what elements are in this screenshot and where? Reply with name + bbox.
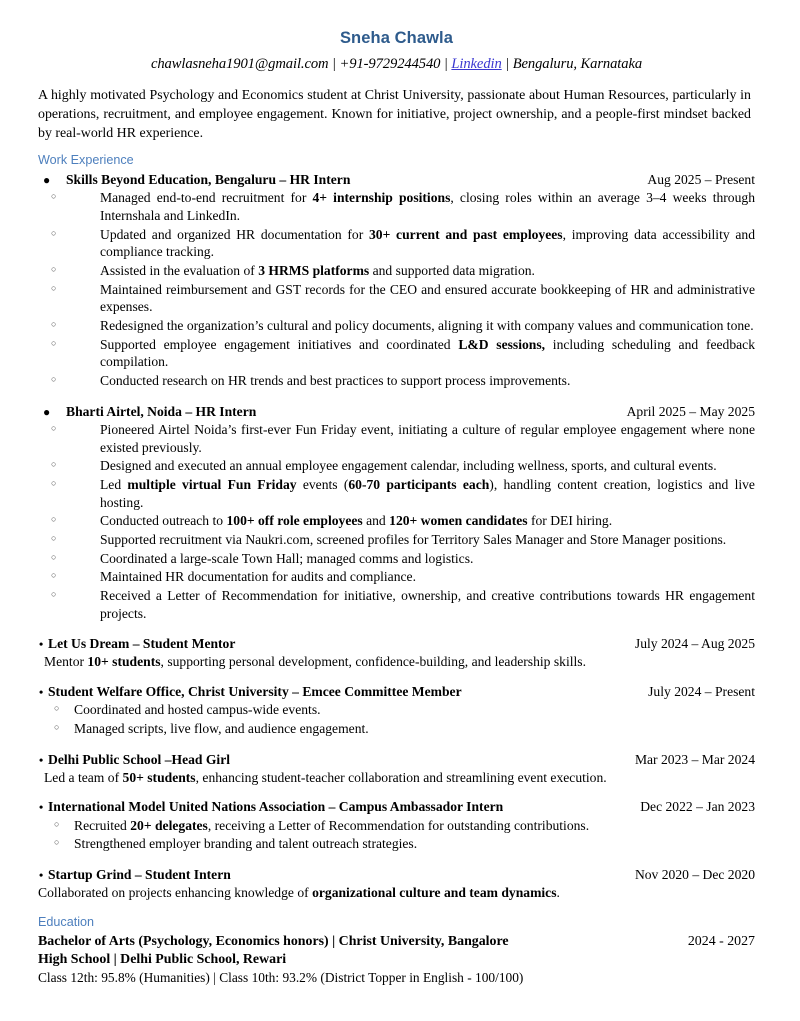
body-text: Assisted in the evaluation of — [100, 263, 259, 279]
bullet-icon: • — [39, 752, 44, 767]
entry-title: Delhi Public School –Head Girl — [48, 751, 231, 767]
entry-header — [38, 171, 755, 188]
email-text: chawlasneha1901@gmail.com — [150, 55, 329, 72]
linkedin-link[interactable]: Linkedin — [451, 55, 502, 72]
education-high-school: High School | Delhi Public School, Rewari — [38, 952, 287, 968]
body-text: Maintained HR documentation for audits and compliance. — [100, 569, 416, 585]
section-heading-work-experience: Work Experience — [38, 153, 134, 168]
entry-bullet-list — [38, 421, 755, 622]
bullet-item — [38, 317, 755, 335]
contact-separator-1: | — [328, 55, 340, 72]
bullet-item — [38, 457, 755, 475]
body-text: Received a Letter of Recommendation for initiative, ownership, and creative contributions towards HR engagement projects. — [100, 588, 755, 621]
body-text: , enhancing student-teacher collaboration and streamlining event execution. — [195, 769, 607, 785]
entry-date: April 2025 – May 2025 — [626, 403, 755, 419]
education-scores: Class 12th: 95.8% (Humanities) | Class 10th: 93.2% (District Topper in English - 100/100) — [38, 969, 524, 985]
education-degree-date: 2024 - 2027 — [687, 933, 755, 949]
body-text: , improving data accessibility and compliance tracking. — [100, 226, 756, 260]
emphasis-text: 3 HRMS platforms — [258, 263, 370, 279]
bullet-item — [38, 550, 755, 568]
entry-bullet-list — [38, 701, 755, 737]
body-text: and — [362, 513, 390, 529]
body-text: Conducted outreach to — [100, 513, 227, 529]
emphasis-text: 4+ internship positions — [312, 190, 451, 206]
bullet-icon: • — [39, 867, 44, 882]
entry-title: Skills Beyond Education, Bengaluru – HR Intern — [66, 172, 351, 188]
body-text: including scheduling and feedback compilation. — [100, 336, 755, 370]
body-text: Redesigned the organization’s cultural and policy documents, aligning it with company values and communication tone. — [100, 318, 754, 334]
spacer-before-education — [38, 902, 755, 913]
body-text: . — [556, 885, 560, 900]
entry-title: International Model United Nations Association – Campus Ambassador Intern — [48, 799, 504, 815]
body-text: Supported employee engagement initiatives and coordinated — [100, 336, 459, 352]
work-experience-list — [38, 171, 755, 622]
entry-spacer — [38, 739, 755, 750]
entry-date: Dec 2022 – Jan 2023 — [640, 799, 755, 815]
bullet-item: ○ Coordinated and hosted campus-wide events. — [38, 701, 755, 719]
body-text: Coordinated a large-scale Town Hall; managed comms and logistics. — [100, 550, 474, 566]
professional-summary: A highly motivated Psychology and Economics student at Christ University, passionate about Human Resources, particularly in operations, recruitment, and employee engagement. Known for initiative, project ownership, and a people-first mindset backed by real-world HR experience. — [38, 88, 751, 141]
bullet-item — [38, 587, 755, 622]
additional-experience-entry — [38, 751, 755, 787]
entry-date: July 2024 – Aug 2025 — [634, 636, 755, 652]
additional-experience-entry — [38, 635, 755, 671]
entry-header — [38, 635, 755, 652]
bullet-icon: • — [39, 800, 44, 815]
additional-experience-entry — [38, 798, 755, 852]
entry-bullet-list — [38, 189, 755, 389]
body-text: Collaborated on projects enhancing knowledge of — [38, 885, 313, 900]
body-text: , closing roles within an average 3–4 weeks through Internshala and LinkedIn. — [100, 190, 755, 224]
emphasis-text: 60-70 participants each — [348, 476, 490, 492]
body-text: Managed end-to-end recruitment for — [100, 190, 313, 206]
bullet-item — [38, 531, 755, 549]
entry-spacer — [38, 623, 755, 634]
entry-date: Mar 2023 – Mar 2024 — [634, 751, 755, 767]
body-text: and supported data migration. — [369, 263, 535, 279]
entry-header — [38, 798, 755, 815]
entry-spacer — [38, 786, 755, 797]
body-text: Supported recruitment via Naukri.com, screened profiles for Territory Sales Manager and Store Manager positions. — [100, 531, 727, 547]
contact-separator-2: | — [440, 55, 452, 72]
body-text: Updated and organized HR documentation for — [100, 226, 369, 242]
entry-date: July 2024 – Present — [648, 684, 755, 700]
entry-header — [38, 683, 755, 700]
bullet-item — [38, 336, 755, 371]
bullet-item — [38, 226, 755, 261]
bullet-item — [38, 372, 755, 390]
entry-description — [38, 884, 755, 902]
bullet-icon: ● — [43, 404, 51, 419]
bullet-item — [38, 421, 755, 456]
bullet-item — [38, 476, 755, 511]
body-text: Strengthened employer branding and talent outreach strategies. — [74, 836, 418, 852]
entry-bullet-list — [38, 817, 755, 853]
emphasis-text: 10+ students — [87, 654, 161, 670]
emphasis-text: L&D sessions, — [458, 336, 546, 352]
section-heading-education: Education — [38, 914, 95, 929]
entry-spacer — [38, 854, 755, 865]
entry-header — [38, 866, 755, 883]
education-degree: Bachelor of Arts (Psychology, Economics honors) | Christ University, Bangalore — [38, 933, 509, 949]
entry-description — [38, 769, 755, 787]
entry-date: Nov 2020 – Dec 2020 — [634, 866, 755, 882]
body-text: Mentor — [44, 654, 88, 670]
body-text: for DEI hiring. — [527, 513, 613, 529]
emphasis-text: 120+ women candidates — [389, 513, 528, 529]
emphasis-text: 30+ current and past employees — [368, 226, 563, 242]
body-text: Conducted research on HR trends and best practices to support process improvements. — [100, 373, 571, 389]
work-experience-entry — [38, 403, 755, 623]
body-text: events ( — [296, 476, 349, 492]
body-text: Recruited — [74, 817, 131, 833]
body-text: Led — [100, 476, 128, 492]
bullet-item — [38, 262, 755, 280]
bullet-item — [38, 512, 755, 530]
entry-header — [38, 751, 755, 768]
entry-title: Startup Grind – Student Intern — [48, 866, 231, 882]
bullet-item — [38, 281, 755, 316]
bullet-item — [38, 189, 755, 224]
body-text: , receiving a Letter of Recommendation for outstanding contributions. — [207, 817, 590, 833]
work-experience-entry — [38, 171, 755, 402]
body-text: Designed and executed an annual employee engagement calendar, including wellness, sports, and cultural events. — [100, 458, 717, 474]
emphasis-text: multiple virtual Fun Friday — [127, 476, 297, 492]
emphasis-text: organizational culture and team dynamics — [312, 885, 557, 900]
phone-text: +91-9729244540 — [339, 55, 441, 72]
bullet-icon: • — [39, 637, 44, 652]
body-text: ), handling content creation, logistics and live hosting. — [100, 476, 755, 510]
emphasis-text: 100+ off role employees — [226, 513, 363, 529]
bullet-item — [38, 568, 755, 586]
emphasis-text: 50+ students — [122, 769, 196, 785]
body-text: Pioneered Airtel Noida’s first-ever Fun Friday event, initiating a culture of regular employee engagement where none existed previously. — [100, 421, 755, 455]
entry-spacer — [38, 671, 755, 682]
bullet-item — [38, 817, 755, 835]
entry-header — [38, 403, 755, 420]
body-text: Led a team of — [44, 769, 123, 785]
additional-experience-entry — [38, 866, 755, 902]
education-degree-row — [38, 933, 755, 951]
entry-title: Student Welfare Office, Christ University – Emcee Committee Member — [48, 684, 462, 700]
emphasis-text: 20+ delegates — [130, 817, 208, 833]
entry-title: Bharti Airtel, Noida – HR Intern — [66, 403, 257, 419]
bullet-icon: • — [39, 685, 44, 700]
contact-line — [38, 55, 755, 73]
entry-date: Aug 2025 – Present — [647, 172, 755, 188]
additional-experience-entry — [38, 683, 755, 737]
entry-description — [38, 653, 755, 671]
location-text: Bengaluru, Karnataka — [512, 55, 643, 72]
bullet-item — [38, 835, 755, 853]
entry-title: Let Us Dream – Student Mentor — [48, 636, 236, 652]
body-text: Maintained reimbursement and GST records for the CEO and ensured accurate bookkeeping of HR and administrative expenses. — [100, 281, 755, 315]
bullet-icon: ● — [43, 173, 51, 188]
contact-separator-3: | — [501, 55, 513, 72]
bullet-item: ○ Managed scripts, live flow, and audience engagement. — [38, 720, 755, 738]
entry-spacer — [38, 391, 755, 402]
body-text: , supporting personal development, confidence-building, and leadership skills. — [160, 654, 586, 670]
additional-experience-list — [38, 623, 755, 901]
candidate-name: Sneha Chawla — [339, 29, 454, 47]
